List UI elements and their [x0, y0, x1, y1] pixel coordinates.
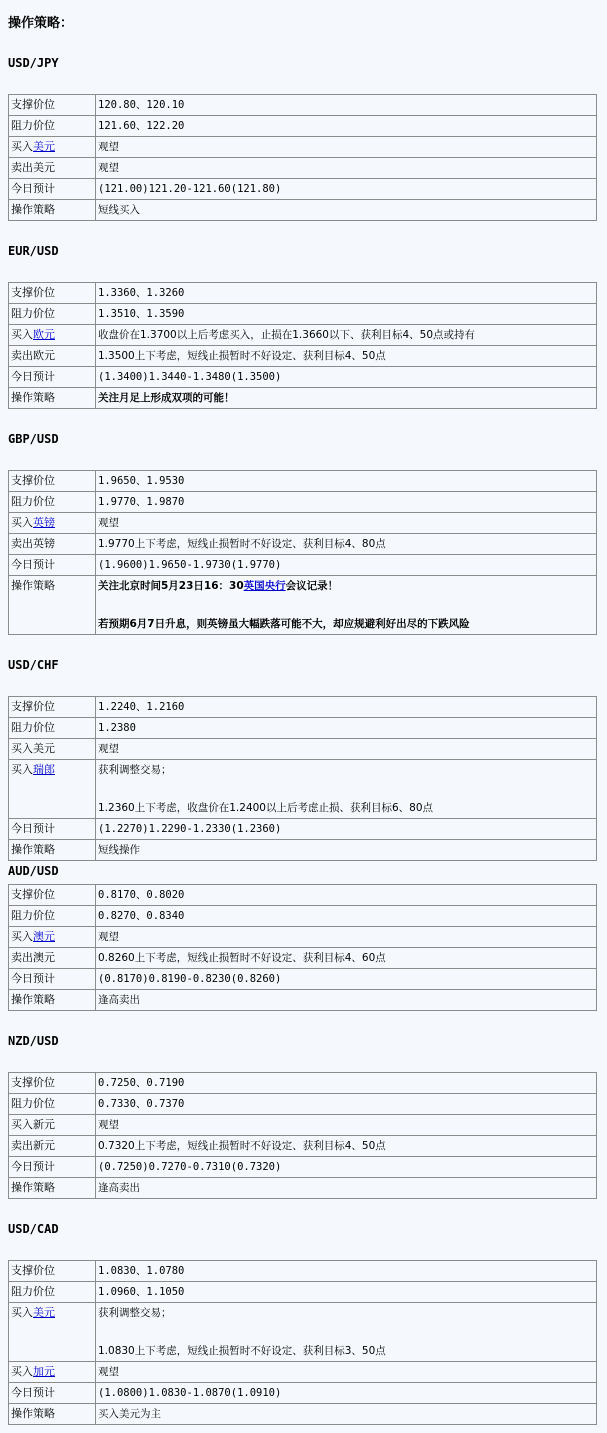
row-label [9, 1303, 96, 1362]
row-label: 今日预计 [9, 819, 96, 840]
row-value [96, 576, 597, 635]
row-label: 今日预计 [9, 969, 96, 990]
row-value: 买入美元为主 [96, 1404, 597, 1425]
table-row [9, 1178, 597, 1199]
row-label: 阻力价位 [9, 304, 96, 325]
table-row [9, 948, 597, 969]
row-value: 关注月足上形成双项的可能！ [96, 388, 597, 409]
row-label: 操作策略 [9, 200, 96, 221]
table-row [9, 1404, 597, 1425]
table-row [9, 718, 597, 739]
section-title-nzdusd: NZD/USD [8, 1034, 59, 1048]
row-label: 支撑价位 [9, 95, 96, 116]
row-label: 阻力价位 [9, 718, 96, 739]
row-label: 买入美元 [9, 739, 96, 760]
row-label: 卖出新元 [9, 1136, 96, 1157]
row-value: 120.80、120.10 [96, 95, 597, 116]
table-row [9, 158, 597, 179]
row-value: (1.2270)1.2290-1.2330(1.2360) [96, 819, 597, 840]
buy-prefix: 买入 [11, 516, 33, 529]
buy-prefix: 买入 [11, 1306, 33, 1319]
row-label: 今日预计 [9, 555, 96, 576]
currency-link-chf[interactable]: 瑞郎 [33, 763, 55, 776]
table-row [9, 1383, 597, 1404]
table-row [9, 1136, 597, 1157]
row-label: 卖出澳元 [9, 948, 96, 969]
row-label: 支撑价位 [9, 471, 96, 492]
currency-link-eur[interactable]: 欧元 [33, 328, 55, 341]
section-title-eurusd: EUR/USD [8, 244, 59, 258]
row-value: 1.9650、1.9530 [96, 471, 597, 492]
table-row [9, 325, 597, 346]
section-title-usdchf: USD/CHF [8, 658, 59, 672]
table-row [9, 906, 597, 927]
table-row [9, 739, 597, 760]
strategy-text: 会议记录！ [285, 580, 339, 592]
table-row [9, 471, 597, 492]
boe-link[interactable]: 英国央行 [243, 580, 286, 592]
table-row [9, 990, 597, 1011]
currency-link-usd[interactable]: 美元 [33, 1306, 55, 1319]
section-title-audusd: AUD/USD [8, 864, 59, 878]
row-label: 买入新元 [9, 1115, 96, 1136]
table-row [9, 1073, 597, 1094]
row-value: (1.3400)1.3440-1.3480(1.3500) [96, 367, 597, 388]
table-row [9, 969, 597, 990]
table-row [9, 555, 597, 576]
row-value: 1.2240、1.2160 [96, 697, 597, 718]
row-value: 1.0830、1.0780 [96, 1261, 597, 1282]
table-row [9, 492, 597, 513]
table-row [9, 116, 597, 137]
buy-prefix: 买入 [11, 763, 33, 776]
row-label [9, 927, 96, 948]
table-eurusd [8, 282, 597, 409]
row-value: 1.9770上下考虑，短线止损暂时不好设定、获利目标4、80点 [96, 534, 597, 555]
table-row [9, 1362, 597, 1383]
row-value: 逢高卖出 [96, 1178, 597, 1199]
row-value: 短线操作 [96, 840, 597, 861]
row-label: 操作策略 [9, 576, 96, 635]
row-value: 0.8270、0.8340 [96, 906, 597, 927]
table-row [9, 283, 597, 304]
row-label: 支撑价位 [9, 1261, 96, 1282]
row-label: 操作策略 [9, 1178, 96, 1199]
table-nzdusd [8, 1072, 597, 1199]
table-row [9, 885, 597, 906]
currency-link-aud[interactable]: 澳元 [33, 930, 55, 943]
table-row [9, 95, 597, 116]
row-label: 今日预计 [9, 367, 96, 388]
row-label [9, 325, 96, 346]
row-value: 观望 [96, 927, 597, 948]
row-value: (0.8170)0.8190-0.8230(0.8260) [96, 969, 597, 990]
row-label: 今日预计 [9, 1157, 96, 1178]
row-label: 操作策略 [9, 990, 96, 1011]
buy-prefix: 买入 [11, 930, 33, 943]
row-value: 1.0960、1.1050 [96, 1282, 597, 1303]
table-row [9, 137, 597, 158]
table-audusd [8, 884, 597, 1011]
currency-link-gbp[interactable]: 英镑 [33, 516, 55, 529]
row-value: 观望 [96, 513, 597, 534]
row-label [9, 1362, 96, 1383]
row-value: 121.60、122.20 [96, 116, 597, 137]
row-value: 0.7250、0.7190 [96, 1073, 597, 1094]
row-value: 0.7330、0.7370 [96, 1094, 597, 1115]
table-row [9, 200, 597, 221]
buy-prefix: 买入 [11, 328, 33, 341]
row-label: 今日预计 [9, 179, 96, 200]
row-label: 支撑价位 [9, 885, 96, 906]
buy-line2: 1.0830上下考虑，短线止损暂时不好设定、获利目标3、50点 [98, 1345, 386, 1357]
row-value: 收盘价在1.3700以上后考虑买入，止损在1.3660以下、获利目标4、50点或持有 [96, 325, 597, 346]
row-value: (0.7250)0.7270-0.7310(0.7320) [96, 1157, 597, 1178]
table-row [9, 819, 597, 840]
table-row [9, 534, 597, 555]
row-value: 观望 [96, 1362, 597, 1383]
row-label: 阻力价位 [9, 1282, 96, 1303]
row-label: 今日预计 [9, 1383, 96, 1404]
table-row [9, 697, 597, 718]
row-label: 卖出美元 [9, 158, 96, 179]
row-value: 0.8170、0.8020 [96, 885, 597, 906]
row-value: 0.8260上下考虑，短线止损暂时不好设定、获利目标4、60点 [96, 948, 597, 969]
table-row [9, 346, 597, 367]
table-usdchf [8, 696, 597, 861]
table-gbpusd [8, 470, 597, 635]
row-value: 观望 [96, 137, 597, 158]
table-row [9, 513, 597, 534]
row-label: 卖出英镑 [9, 534, 96, 555]
page-title: 操作策略： [8, 16, 74, 31]
table-row [9, 1115, 597, 1136]
buy-prefix: 买入 [11, 140, 33, 153]
table-row [9, 1282, 597, 1303]
table-usdcad [8, 1260, 597, 1425]
table-row [9, 927, 597, 948]
row-value: 1.9770、1.9870 [96, 492, 597, 513]
row-label: 阻力价位 [9, 492, 96, 513]
buy-line1: 获利调整交易； [98, 764, 172, 776]
section-title-usdjpy: USD/JPY [8, 56, 59, 70]
row-value [96, 1303, 597, 1362]
row-value: 1.3360、1.3260 [96, 283, 597, 304]
row-value: 1.3500上下考虑，短线止损暂时不好设定、获利目标4、50点 [96, 346, 597, 367]
table-row [9, 576, 597, 635]
buy-prefix: 买入 [11, 1365, 33, 1378]
table-row [9, 1094, 597, 1115]
strategy-line2: 若预期6月7日升息，则英镑虽大幅跌落可能不大，却应规避利好出尽的下跌风险 [98, 618, 470, 630]
row-label: 卖出欧元 [9, 346, 96, 367]
row-value [96, 760, 597, 819]
table-row [9, 1303, 597, 1362]
row-label: 支撑价位 [9, 1073, 96, 1094]
row-label: 阻力价位 [9, 1094, 96, 1115]
row-value: (121.00)121.20-121.60(121.80) [96, 179, 597, 200]
row-label [9, 137, 96, 158]
table-row [9, 367, 597, 388]
row-value: 0.7320上下考虑，短线止损暂时不好设定、获利目标4、50点 [96, 1136, 597, 1157]
table-usdjpy [8, 94, 597, 221]
strategy-text: 关注北京时间5月23日16：30 [98, 580, 244, 592]
section-title-gbpusd: GBP/USD [8, 432, 59, 446]
row-value: 1.3510、1.3590 [96, 304, 597, 325]
row-value: 短线买入 [96, 200, 597, 221]
row-label: 阻力价位 [9, 906, 96, 927]
row-label [9, 760, 96, 819]
table-row [9, 179, 597, 200]
row-label: 操作策略 [9, 840, 96, 861]
currency-link-cad[interactable]: 加元 [33, 1365, 55, 1378]
row-label [9, 513, 96, 534]
table-row [9, 1261, 597, 1282]
row-value: 观望 [96, 739, 597, 760]
row-label: 操作策略 [9, 388, 96, 409]
table-row [9, 388, 597, 409]
buy-line1: 获利调整交易； [98, 1307, 172, 1319]
row-value: (1.0800)1.0830-1.0870(1.0910) [96, 1383, 597, 1404]
table-row [9, 840, 597, 861]
buy-line2: 1.2360上下考虑，收盘价在1.2400以上后考虑止损、获利目标6、80点 [98, 802, 434, 814]
table-row [9, 760, 597, 819]
table-row [9, 1157, 597, 1178]
row-value: 逢高卖出 [96, 990, 597, 1011]
row-label: 支撑价位 [9, 697, 96, 718]
row-value: 观望 [96, 1115, 597, 1136]
table-row [9, 304, 597, 325]
row-label: 支撑价位 [9, 283, 96, 304]
section-title-usdcad: USD/CAD [8, 1222, 59, 1236]
row-value: (1.9600)1.9650-1.9730(1.9770) [96, 555, 597, 576]
row-value: 1.2380 [96, 718, 597, 739]
row-label: 操作策略 [9, 1404, 96, 1425]
currency-link-usd[interactable]: 美元 [33, 140, 55, 153]
row-value: 观望 [96, 158, 597, 179]
row-label: 阻力价位 [9, 116, 96, 137]
